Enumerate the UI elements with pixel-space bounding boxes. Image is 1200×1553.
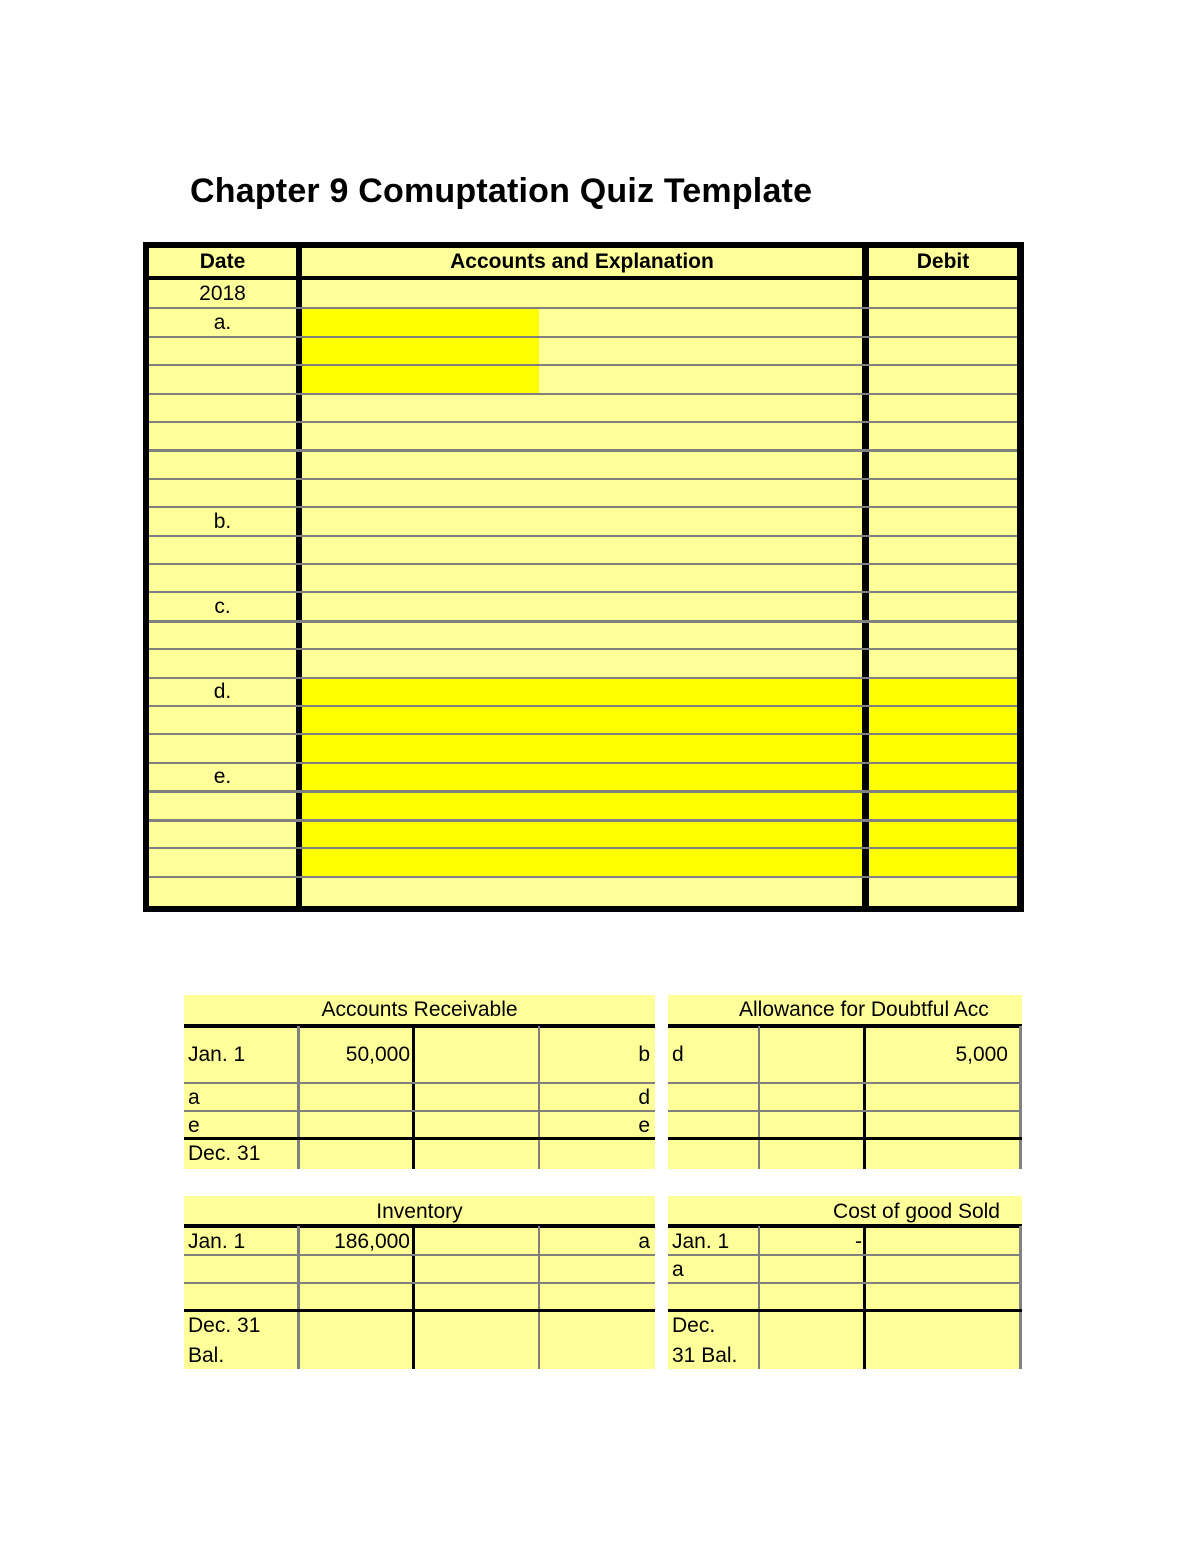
ar-right-e: e [638,1114,650,1137]
ar-left-a: a [188,1086,200,1109]
inventory-jan1-label: Jan. 1 [188,1230,246,1253]
entry-marker-b: b. [213,510,232,533]
cogs-title: Cost of good Sold [833,1200,1000,1223]
entry-marker-c: c. [214,595,231,618]
cogs-dec-label: Dec. [672,1314,716,1337]
inventory-jan1-value: 186,000 [334,1230,410,1253]
allowance-value: 5,000 [955,1043,1008,1066]
page-title: Chapter 9 Comuptation Quiz Template [190,172,813,210]
inventory-bal-label: Bal. [188,1344,225,1367]
highlight-entry-a [302,309,539,394]
cogs-jan1-label: Jan. 1 [672,1230,730,1253]
accounts-receivable-title: Accounts Receivable [321,998,518,1021]
cogs-jan1-value: - [855,1230,862,1253]
ar-right-b: b [638,1043,650,1066]
ar-jan1-label: Jan. 1 [188,1043,246,1066]
ar-jan1-value: 50,000 [345,1043,410,1066]
entry-marker-d: d. [213,680,232,703]
journal-table [143,242,1024,912]
inventory-right-a: a [638,1230,650,1253]
cogs-left-a: a [672,1258,684,1281]
ar-left-e: e [188,1114,200,1137]
entry-marker-e: e. [213,765,232,788]
ar-dec31-label: Dec. 31 [188,1142,261,1165]
ar-right-d: d [638,1086,650,1109]
inventory-title: Inventory [376,1200,463,1223]
allowance-left-d: d [672,1043,684,1066]
inventory-dec31-label: Dec. 31 [188,1314,261,1337]
accounts-header: Accounts and Explanation [302,248,862,276]
date-header: Date [149,248,296,276]
cogs-bal-label: 31 Bal. [672,1344,738,1367]
debit-header: Debit [869,248,1017,276]
entry-marker-a: a. [213,311,232,334]
year-label: 2018 [199,282,246,305]
allowance-title: Allowance for Doubtful Acc [739,998,989,1021]
